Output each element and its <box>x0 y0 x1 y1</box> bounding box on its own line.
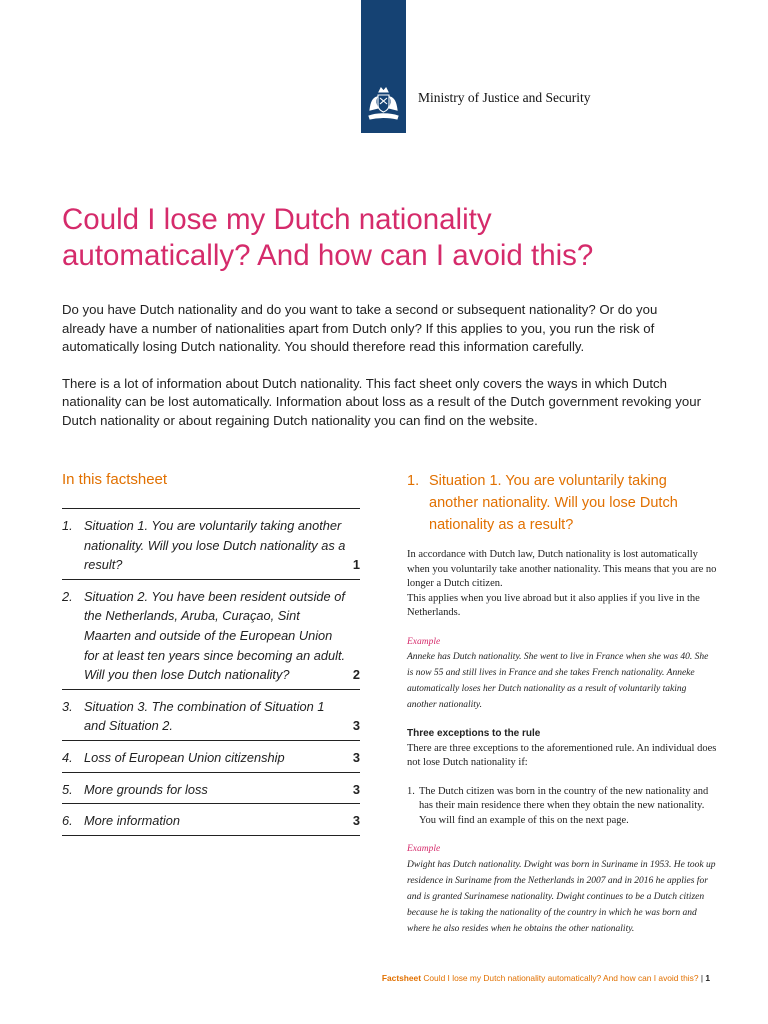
intro <box>62 301 702 448</box>
ministry-name: Ministry of Justice and Security <box>418 90 591 105</box>
section-title: Situation 1. You are voluntarily taking another nationality. Will you lose Dutch nationality as a result? <box>429 473 678 533</box>
toc-item[interactable] <box>62 509 360 580</box>
toc-item-page: 3 <box>352 718 360 734</box>
logo-bar <box>361 0 406 133</box>
page-number: 1 <box>705 973 710 983</box>
intro-paragraph-2: There is a lot of information about Dutch nationality. This fact sheet only covers the ways in which Dutch nationality can be lost automatically. Information about loss as a result of the Dutch government revoking your Dutch nationality or about regaining Dutch nationality you can find on the website. <box>62 375 701 428</box>
toc-item[interactable] <box>62 690 360 741</box>
example-text: Anneke has Dutch nationality. She went to live in France when she was 40. She is now 55 and still lives in France and she takes French nationality. Anneke automatically loses her Dutch nationality as a result of voluntarily taking another nationality. <box>407 652 709 710</box>
toc-item-label: Situation 3. The combination of Situation 1 and Situation 2. <box>84 698 325 734</box>
toc-item-label: Situation 1. You are voluntarily taking another nationality. Will you lose Dutch nationality as a result? <box>84 518 346 573</box>
toc-item-page: 2 <box>352 667 360 683</box>
toc-item[interactable] <box>62 741 360 773</box>
toc-item[interactable] <box>62 773 360 805</box>
toc-item-label: More information <box>84 813 181 829</box>
toc-item-number: 5. <box>62 781 73 797</box>
exceptions-heading: Three exceptions to the rule <box>407 728 541 739</box>
title-line-1: Could I lose my Dutch nationality <box>62 203 492 236</box>
page-footer <box>382 973 710 983</box>
list-item-number: 1. <box>407 785 415 797</box>
section-1-body <box>407 548 717 937</box>
page-title <box>62 202 702 274</box>
toc-item-label: Loss of European Union citizenship <box>84 749 285 765</box>
footer-text: Could I lose my Dutch nationality automatically? And how can I avoid this? <box>423 973 699 983</box>
toc-item-label: More grounds for loss <box>84 781 208 797</box>
toc-item[interactable] <box>62 580 360 690</box>
toc-item-label: Situation 2. You have been resident outside of the Netherlands, Aruba, Curaçao, Sint Maarten and outside of the European Union for at least ten years since becoming an adult. Will you then lose Dutch nationality? <box>84 588 346 683</box>
toc-item-page: 1 <box>352 557 360 573</box>
example-text: Dwight has Dutch nationality. Dwight was born in Suriname in 1953. He took up residence in Suriname from the Netherlands in 2007 and in 2016 he applies for and is granted Surinamese nationality. Dwight continues to be a Dutch citizen because he is taking the nationality of the country in which he was born and where he also resides when he obtains the other nationality. <box>407 859 716 934</box>
toc-heading: In this factsheet <box>62 471 168 488</box>
list-item <box>407 785 717 829</box>
intro-paragraph-1: Do you have Dutch nationality and do you want to take a second or subsequent nationality? Or do you already have a number of nationalities apart from Dutch only? If this applies to you, you run the risk of automatically losing Dutch nationality. You should therefore read this information carefully. <box>62 302 658 354</box>
toc-item-number: 3. <box>62 698 73 714</box>
example-label: Example <box>407 636 441 647</box>
list-item-text: The Dutch citizen was born in the country of the new nationality and has their main residence there when they obtain the new nationality. You will find an example of this on the next page. <box>419 785 709 826</box>
example-label: Example <box>407 844 441 854</box>
toc-item-page: 3 <box>352 781 360 797</box>
table-of-contents <box>62 508 360 836</box>
footer-separator: | <box>700 973 703 983</box>
footer-label: Factsheet <box>381 973 422 983</box>
section-paragraph: This applies when you live abroad but it also applies if you live in the Netherlands. <box>407 592 700 618</box>
toc-item-page: 3 <box>352 813 360 829</box>
royal-coat-of-arms-icon <box>367 86 400 122</box>
toc-item-page: 3 <box>352 749 360 765</box>
section-number: 1. <box>407 473 420 489</box>
section-paragraph: In accordance with Dutch law, Dutch nationality is lost automatically when you voluntarily take another nationality. This means that you are no longer a Dutch citizen. <box>407 549 717 589</box>
title-line-2: automatically? And how can I avoid this? <box>62 239 594 272</box>
toc-item-number: 2. <box>62 588 73 604</box>
toc-item-number: 6. <box>62 813 73 829</box>
toc-item-number: 1. <box>62 518 73 533</box>
toc-item[interactable] <box>62 804 360 836</box>
section-1-heading <box>407 470 717 536</box>
exceptions-intro: There are three exceptions to the aforementioned rule. An individual does not lose Dutch nationality if: <box>407 742 717 768</box>
toc-item-number: 4. <box>62 749 73 765</box>
